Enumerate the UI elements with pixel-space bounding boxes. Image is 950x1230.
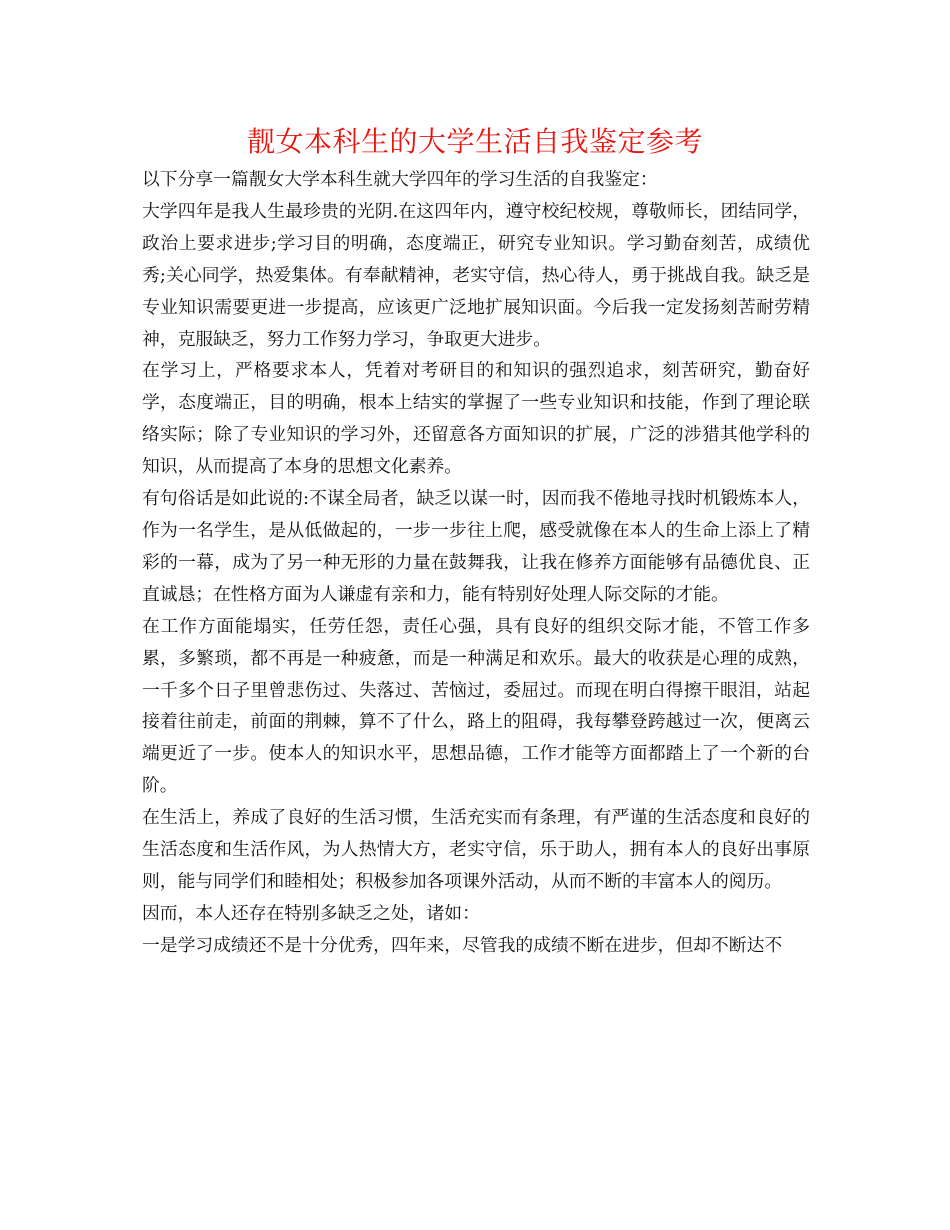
- shortcomings-intro-paragraph: 因而，本人还存在特别多缺乏之处，诸如：: [142, 902, 480, 924]
- growth-paragraph: 有句俗话是如此说的:不谋全局者，缺乏以谋一时，因而我不倦地寻找时机锻炼本人，作为一名学生，是从低做起的，一步一步往上爬，感受就像在本人的生命上添上了精彩的一幕，成为了另一种无形的力量在鼓舞我，让我在修养方面能够有品德优良、正直诚恳；在性格方面为人谦虚有亲和力，能有特别好处理人际交际的才能。: [142, 488, 810, 605]
- work-paragraph: 在工作方面能塌实，任劳任怨，责任心强，具有良好的组织交际才能，不管工作多累，多繁琐，都不再是一种疲惫，而是一种满足和欢乐。最大的收获是心理的成熟，一千多个日子里曾悲伤过、失落过、苦恼过，委屈过。而现在明白得擦干眼泪，站起接着往前走，前面的荆棘，算不了什么，路上的阻碍，我每攀登跨越过一次，便离云端更近了一步。使本人的知识水平，思想品德，工作才能等方面都踏上了一个新的台阶。: [142, 615, 810, 797]
- study-paragraph: 在学习上，严格要求本人，凭着对考研目的和知识的强烈追求，刻苦研究，勤奋好学，态度端正，目的明确，根本上结实的掌握了一些专业知识和技能，作到了理论联络实际；除了专业知识的学习外，还留意各方面知识的扩展，广泛的涉猎其他学科的知识，从而提高了本身的思想文化素养。: [142, 360, 810, 478]
- intro-paragraph: 以下分享一篇靓女大学本科生就大学四年的学习生活的自我鉴定：: [142, 169, 658, 190]
- document-body: [142, 164, 810, 962]
- document-title: 靓女本科生的大学生活自我鉴定参考: [246, 125, 703, 158]
- shortcoming-one-paragraph: 一是学习成绩还不是十分优秀，四年来，尽管我的成绩不断在进步，但却不断达不: [142, 934, 783, 956]
- overview-paragraph: 大学四年是我人生最珍贵的光阴.在这四年内，遵守校纪校规，尊敬师长，团结同学，政治上要求进步;学习目的明确，态度端正，研究专业知识。学习勤奋刻苦，成绩优秀;关心同学，热爱集体。有奉献精神，老实守信，热心待人，勇于挑战自我。缺乏是专业知识需要更进一步提高，应该更广泛地扩展知识面。今后我一定发扬刻苦耐劳精神，克服缺乏，努力工作努力学习，争取更大进步。: [142, 200, 810, 350]
- life-paragraph: 在生活上，养成了良好的生活习惯，生活充实而有条理，有严谨的生活态度和良好的生活态度和生活作风，为人热情大方，老实守信，乐于助人，拥有本人的良好出事原则，能与同学们和睦相处；积极参加各项课外活动，从而不断的丰富本人的阅历。: [142, 807, 810, 892]
